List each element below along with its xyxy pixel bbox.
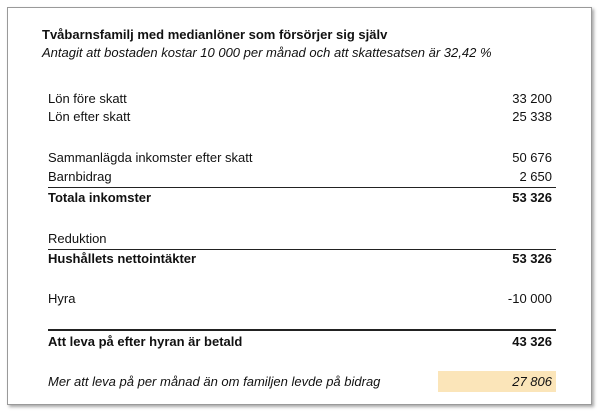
row-label: Hyra (48, 291, 76, 306)
row-value: 2 650 (519, 169, 552, 184)
row-combined-income (48, 149, 554, 167)
row-left-after-rent (48, 333, 554, 351)
divider-line (48, 187, 556, 188)
row-label: Barnbidrag (48, 169, 112, 184)
row-value: 25 338 (512, 109, 552, 124)
table-title: Tvåbarnsfamilj med medianlöner som försörjer sig själv (42, 27, 388, 42)
row-value: 27 806 (512, 374, 552, 389)
table-subtitle: Antagit att bostaden kostar 10 000 per månad och att skattesatsen är 32,42 % (42, 45, 492, 60)
row-value: -10 000 (507, 291, 552, 306)
row-total-income (48, 189, 554, 207)
row-label: Lön efter skatt (48, 109, 131, 124)
row-label: Reduktion (48, 231, 107, 246)
row-salary-before-tax (48, 90, 554, 108)
row-label: Att leva på efter hyran är betald (48, 334, 243, 349)
row-reduction (48, 230, 554, 248)
row-value: 33 200 (512, 91, 552, 106)
row-rent (48, 290, 554, 308)
row-household-net (48, 250, 554, 268)
row-label: Sammanlägda inkomster efter skatt (48, 150, 253, 165)
row-child-benefit (48, 168, 554, 186)
row-value: 43 326 (512, 334, 552, 349)
row-label: Lön före skatt (48, 91, 127, 106)
row-value: 53 326 (512, 251, 552, 266)
row-salary-after-tax (48, 108, 554, 126)
row-label: Hushållets nettointäkter (48, 251, 197, 266)
row-label: Totala inkomster (48, 190, 152, 205)
row-more-than-benefits (48, 373, 554, 391)
row-value: 50 676 (512, 150, 552, 165)
divider-line-thick (48, 329, 556, 331)
row-value: 53 326 (512, 190, 552, 205)
row-label: Mer att leva på per månad än om familjen levde på bidrag (48, 374, 381, 389)
